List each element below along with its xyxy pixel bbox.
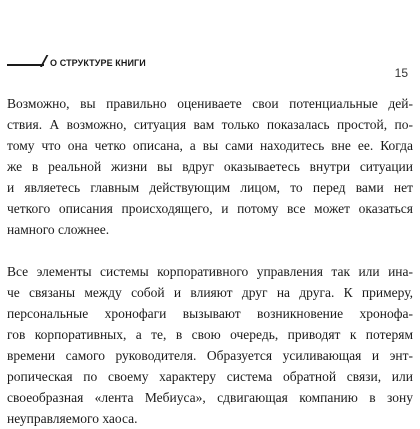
text-line: Возможно, вы правильно оцениваете свои потенциальные дей- bbox=[7, 96, 413, 111]
text-line: тому что она четко описана, а вы сами находитесь вне ее. Когда bbox=[7, 138, 413, 153]
text-line: неуправляемого хаоса. bbox=[7, 411, 138, 426]
text-line: своеобразная «лента Мебиуса», сдвигающая компанию в зону bbox=[7, 390, 413, 405]
text-line: четкого описания происходящего, и потому все может оказаться bbox=[7, 201, 413, 216]
body-text bbox=[7, 93, 413, 429]
page-number: 15 bbox=[394, 66, 408, 80]
text-line: же в реальной жизни вы вдруг оказываетесь внутри ситуации bbox=[7, 159, 413, 174]
text-line: че связаны между собой и влияют друг на друга. К примеру, bbox=[7, 285, 413, 300]
text-line: намного сложнее. bbox=[7, 222, 110, 237]
text-line: персональные хронофаги вызывают возникновение хронофа- bbox=[7, 306, 413, 321]
paragraph-2 bbox=[7, 261, 413, 429]
text-line: времени самого руководителя. Образуется усиливающая и энт- bbox=[7, 348, 413, 363]
text-line: ропическая по своему характеру система обратной связи, или bbox=[7, 369, 413, 384]
header-rule bbox=[7, 64, 44, 66]
text-line: и являетесь главным действующим лицом, то перед вами нет bbox=[7, 180, 413, 195]
text-line: Все элементы системы корпоративного управления так или ина- bbox=[7, 264, 413, 279]
header-rule-slash bbox=[40, 55, 48, 67]
text-line: ствия. А возможно, ситуация вам только показалась простой, по- bbox=[7, 117, 413, 132]
paragraph-1 bbox=[7, 93, 413, 240]
text-line: гов корпоративных, а те, в свою очередь, приводят к потерям bbox=[7, 327, 413, 342]
running-head: О СТРУКТУРЕ КНИГИ bbox=[50, 58, 146, 68]
